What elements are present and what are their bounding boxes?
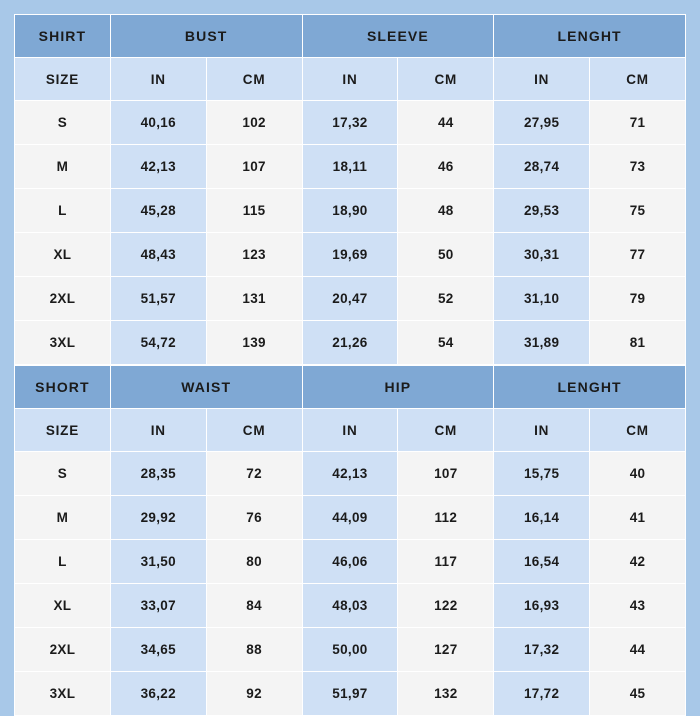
- cell-lenght-cm: 79: [590, 277, 686, 321]
- cell-sleeve-in: 21,26: [302, 321, 398, 365]
- cell-hip-in: 51,97: [302, 672, 398, 716]
- cell-size: S: [15, 101, 111, 145]
- cell-sleeve-cm: 44: [398, 101, 494, 145]
- shirt-sub-header-bust-cm: CM: [206, 58, 302, 101]
- cell-lenght-cm: 42: [590, 540, 686, 584]
- short-section-title: SHORT: [15, 366, 111, 409]
- cell-hip-cm: 132: [398, 672, 494, 716]
- cell-bust-cm: 131: [206, 277, 302, 321]
- short-sub-header-hip-in: IN: [302, 409, 398, 452]
- short-sub-header-waist-cm: CM: [206, 409, 302, 452]
- cell-sleeve-in: 18,90: [302, 189, 398, 233]
- table-row: [15, 628, 686, 672]
- cell-waist-in: 33,07: [110, 584, 206, 628]
- short-waist-header: WAIST: [110, 366, 302, 409]
- cell-sleeve-in: 19,69: [302, 233, 398, 277]
- cell-bust-cm: 123: [206, 233, 302, 277]
- cell-hip-in: 50,00: [302, 628, 398, 672]
- cell-sleeve-cm: 52: [398, 277, 494, 321]
- cell-hip-in: 42,13: [302, 452, 398, 496]
- cell-lenght-in: 16,54: [494, 540, 590, 584]
- cell-hip-cm: 122: [398, 584, 494, 628]
- table-row: [15, 101, 686, 145]
- cell-size: 2XL: [15, 628, 111, 672]
- cell-lenght-in: 17,32: [494, 628, 590, 672]
- shirt-section-header-row: [15, 15, 686, 58]
- table-row: [15, 452, 686, 496]
- cell-sleeve-cm: 50: [398, 233, 494, 277]
- cell-lenght-cm: 77: [590, 233, 686, 277]
- cell-lenght-in: 15,75: [494, 452, 590, 496]
- cell-sleeve-in: 20,47: [302, 277, 398, 321]
- cell-size: XL: [15, 584, 111, 628]
- cell-waist-cm: 72: [206, 452, 302, 496]
- short-sub-header-lenght-in: IN: [494, 409, 590, 452]
- cell-hip-cm: 107: [398, 452, 494, 496]
- short-sub-header-size: SIZE: [15, 409, 111, 452]
- shirt-size-table: [14, 14, 686, 365]
- cell-sleeve-in: 17,32: [302, 101, 398, 145]
- cell-lenght-in: 31,89: [494, 321, 590, 365]
- cell-hip-in: 46,06: [302, 540, 398, 584]
- cell-lenght-cm: 40: [590, 452, 686, 496]
- cell-size: 2XL: [15, 277, 111, 321]
- cell-lenght-cm: 44: [590, 628, 686, 672]
- shirt-sub-header-lenght-in: IN: [494, 58, 590, 101]
- cell-bust-cm: 139: [206, 321, 302, 365]
- cell-bust-in: 51,57: [110, 277, 206, 321]
- short-lenght-header: LENGHT: [494, 366, 686, 409]
- cell-lenght-in: 28,74: [494, 145, 590, 189]
- cell-lenght-in: 16,93: [494, 584, 590, 628]
- shirt-sub-header-row: [15, 58, 686, 101]
- cell-size: M: [15, 145, 111, 189]
- shirt-bust-header: BUST: [110, 15, 302, 58]
- cell-sleeve-in: 18,11: [302, 145, 398, 189]
- table-row: [15, 145, 686, 189]
- cell-size: L: [15, 189, 111, 233]
- shirt-sub-header-size: SIZE: [15, 58, 111, 101]
- cell-hip-cm: 112: [398, 496, 494, 540]
- short-sub-header-row: [15, 409, 686, 452]
- cell-bust-in: 40,16: [110, 101, 206, 145]
- cell-waist-cm: 92: [206, 672, 302, 716]
- shirt-sub-header-lenght-cm: CM: [590, 58, 686, 101]
- short-sub-header-lenght-cm: CM: [590, 409, 686, 452]
- cell-size: L: [15, 540, 111, 584]
- cell-hip-in: 48,03: [302, 584, 398, 628]
- cell-bust-cm: 115: [206, 189, 302, 233]
- shirt-lenght-header: LENGHT: [494, 15, 686, 58]
- cell-lenght-cm: 75: [590, 189, 686, 233]
- cell-waist-cm: 80: [206, 540, 302, 584]
- shirt-sleeve-header: SLEEVE: [302, 15, 494, 58]
- cell-hip-cm: 127: [398, 628, 494, 672]
- cell-bust-cm: 102: [206, 101, 302, 145]
- table-row: [15, 233, 686, 277]
- size-chart-card: [14, 14, 686, 701]
- table-row: [15, 672, 686, 716]
- table-row: [15, 321, 686, 365]
- cell-lenght-cm: 81: [590, 321, 686, 365]
- cell-waist-cm: 88: [206, 628, 302, 672]
- shirt-sub-header-sleeve-in: IN: [302, 58, 398, 101]
- cell-lenght-in: 30,31: [494, 233, 590, 277]
- table-row: [15, 540, 686, 584]
- cell-lenght-in: 31,10: [494, 277, 590, 321]
- short-hip-header: HIP: [302, 366, 494, 409]
- cell-sleeve-cm: 54: [398, 321, 494, 365]
- cell-waist-in: 29,92: [110, 496, 206, 540]
- shirt-sub-header-bust-in: IN: [110, 58, 206, 101]
- cell-hip-in: 44,09: [302, 496, 398, 540]
- cell-bust-in: 54,72: [110, 321, 206, 365]
- cell-waist-in: 28,35: [110, 452, 206, 496]
- cell-sleeve-cm: 46: [398, 145, 494, 189]
- cell-hip-cm: 117: [398, 540, 494, 584]
- cell-size: 3XL: [15, 672, 111, 716]
- cell-size: XL: [15, 233, 111, 277]
- short-section-header-row: [15, 366, 686, 409]
- cell-lenght-in: 16,14: [494, 496, 590, 540]
- cell-bust-in: 42,13: [110, 145, 206, 189]
- table-row: [15, 277, 686, 321]
- cell-bust-cm: 107: [206, 145, 302, 189]
- cell-bust-in: 45,28: [110, 189, 206, 233]
- cell-size: 3XL: [15, 321, 111, 365]
- cell-waist-in: 34,65: [110, 628, 206, 672]
- shirt-section-title: SHIRT: [15, 15, 111, 58]
- short-sub-header-waist-in: IN: [110, 409, 206, 452]
- cell-lenght-cm: 71: [590, 101, 686, 145]
- cell-waist-in: 31,50: [110, 540, 206, 584]
- cell-size: S: [15, 452, 111, 496]
- cell-sleeve-cm: 48: [398, 189, 494, 233]
- cell-lenght-in: 27,95: [494, 101, 590, 145]
- cell-lenght-cm: 73: [590, 145, 686, 189]
- cell-size: M: [15, 496, 111, 540]
- shirt-sub-header-sleeve-cm: CM: [398, 58, 494, 101]
- cell-waist-cm: 84: [206, 584, 302, 628]
- cell-waist-cm: 76: [206, 496, 302, 540]
- cell-waist-in: 36,22: [110, 672, 206, 716]
- table-row: [15, 189, 686, 233]
- table-row: [15, 584, 686, 628]
- table-row: [15, 496, 686, 540]
- cell-bust-in: 48,43: [110, 233, 206, 277]
- cell-lenght-cm: 45: [590, 672, 686, 716]
- cell-lenght-cm: 41: [590, 496, 686, 540]
- cell-lenght-in: 29,53: [494, 189, 590, 233]
- short-sub-header-hip-cm: CM: [398, 409, 494, 452]
- cell-lenght-in: 17,72: [494, 672, 590, 716]
- cell-lenght-cm: 43: [590, 584, 686, 628]
- short-size-table: [14, 365, 686, 716]
